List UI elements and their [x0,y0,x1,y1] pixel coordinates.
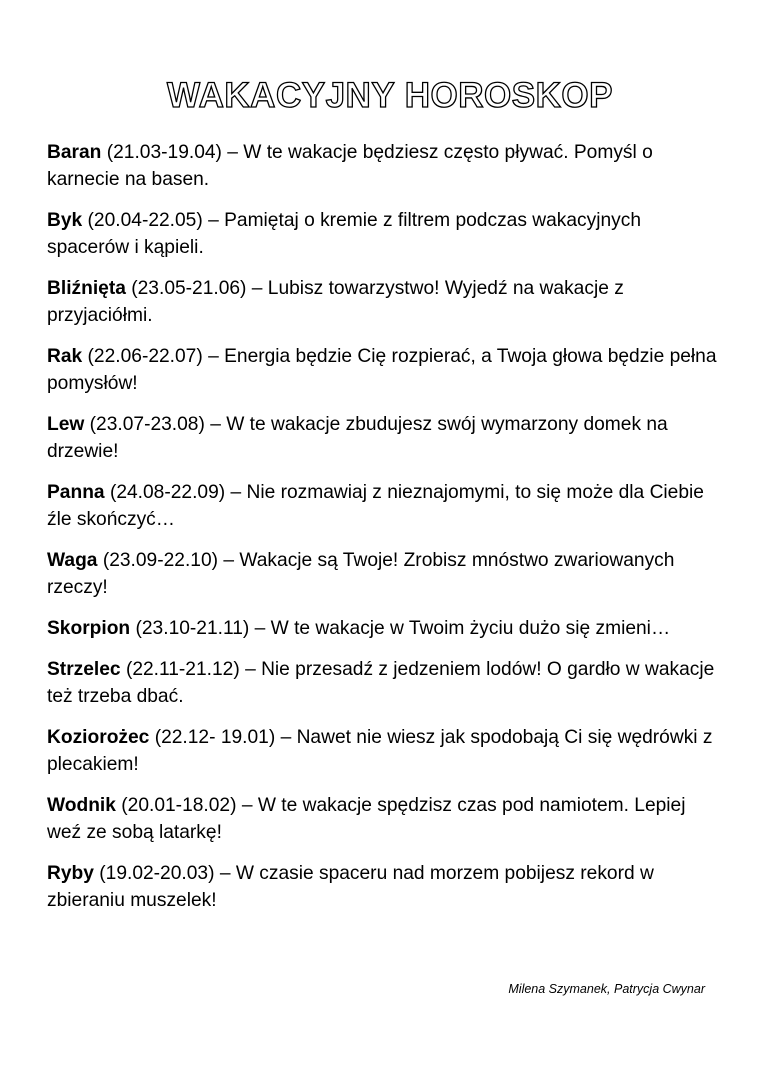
horoscope-text: – Nie przesadź z jedzeniem lodów! O gardło w wakacje też trzeba dbać. [47,659,715,707]
horoscope-entry-rak [47,343,717,397]
horoscope-text: – Wakacje są Twoje! Zrobisz mnóstwo zwariowanych rzeczy! [47,550,675,598]
horoscope-entry-wodnik [47,792,717,846]
horoscope-entry-lew [47,411,717,465]
horoscope-text: – Nie rozmawiaj z nieznajomymi, to się może dla Ciebie źle skończyć… [47,482,704,530]
sign-name: Lew [47,414,85,435]
sign-name: Panna [47,482,105,503]
sign-name: Koziorożec [47,727,150,748]
horoscope-text: – Lubisz towarzystwo! Wyjedź na wakacje z przyjaciółmi. [47,278,624,326]
horoscope-entry-ryby [47,860,717,914]
horoscope-text: – W te wakacje spędzisz czas pod namiotem. Lepiej weź ze sobą latarkę! [47,795,686,843]
sign-dates: (22.11-21.12) [125,659,240,680]
sign-dates: (21.03-19.04) [106,142,222,163]
horoscope-text: – Pamiętaj o kremie z filtrem podczas wakacyjnych spacerów i kąpieli. [47,210,642,258]
author-credit: Milena Szymanek, Patrycja Cwynar [508,982,705,996]
sign-dates: (22.12- 19.01) [154,727,276,748]
sign-dates: (22.06-22.07) [87,346,203,367]
horoscope-entry-panna [47,479,717,533]
horoscope-entry-baran [47,139,717,193]
sign-dates: (23.05-21.06) [131,278,247,299]
sign-name: Ryby [47,863,94,884]
horoscope-entry-strzelec [47,656,717,710]
sign-name: Bliźnięta [47,278,126,299]
horoscope-text: – W te wakacje zbudujesz swój wymarzony domek na drzewie! [47,414,668,462]
horoscope-entry-byk [47,207,717,261]
horoscope-entry-waga [47,547,717,601]
horoscope-text: – W te wakacje w Twoim życiu dużo się zmieni… [254,618,671,639]
sign-name: Rak [47,346,83,367]
horoscope-text: – Nawet nie wiesz jak spodobają Ci się wędrówki z plecakiem! [47,727,713,775]
sign-dates: (23.09-22.10) [102,550,219,571]
horoscope-entry-skorpion [47,615,717,642]
page-title: WAKACYJNY HOROSKOP [167,76,613,115]
sign-dates: (19.02-20.03) [99,863,215,884]
sign-dates: (23.10-21.11) [135,618,250,639]
sign-name: Byk [47,210,83,231]
horoscope-list [47,139,717,928]
sign-dates: (20.04-22.05) [87,210,203,231]
sign-name: Baran [47,142,102,163]
horoscope-text: – W czasie spaceru nad morzem pobijesz rekord w zbieraniu muszelek! [47,863,654,911]
sign-name: Waga [47,550,98,571]
horoscope-text: – W te wakacje będziesz często pływać. Pomyśl o karnecie na basen. [47,142,653,190]
horoscope-entry-bliznieta [47,275,717,329]
sign-dates: (24.08-22.09) [109,482,226,503]
sign-dates: (23.07-23.08) [89,414,205,435]
sign-name: Skorpion [47,618,131,639]
sign-dates: (20.01-18.02) [121,795,237,816]
horoscope-entry-koziorozec [47,724,717,778]
sign-name: Strzelec [47,659,121,680]
horoscope-text: – Energia będzie Cię rozpierać, a Twoja głowa będzie pełna pomysłów! [47,346,717,394]
sign-name: Wodnik [47,795,116,816]
